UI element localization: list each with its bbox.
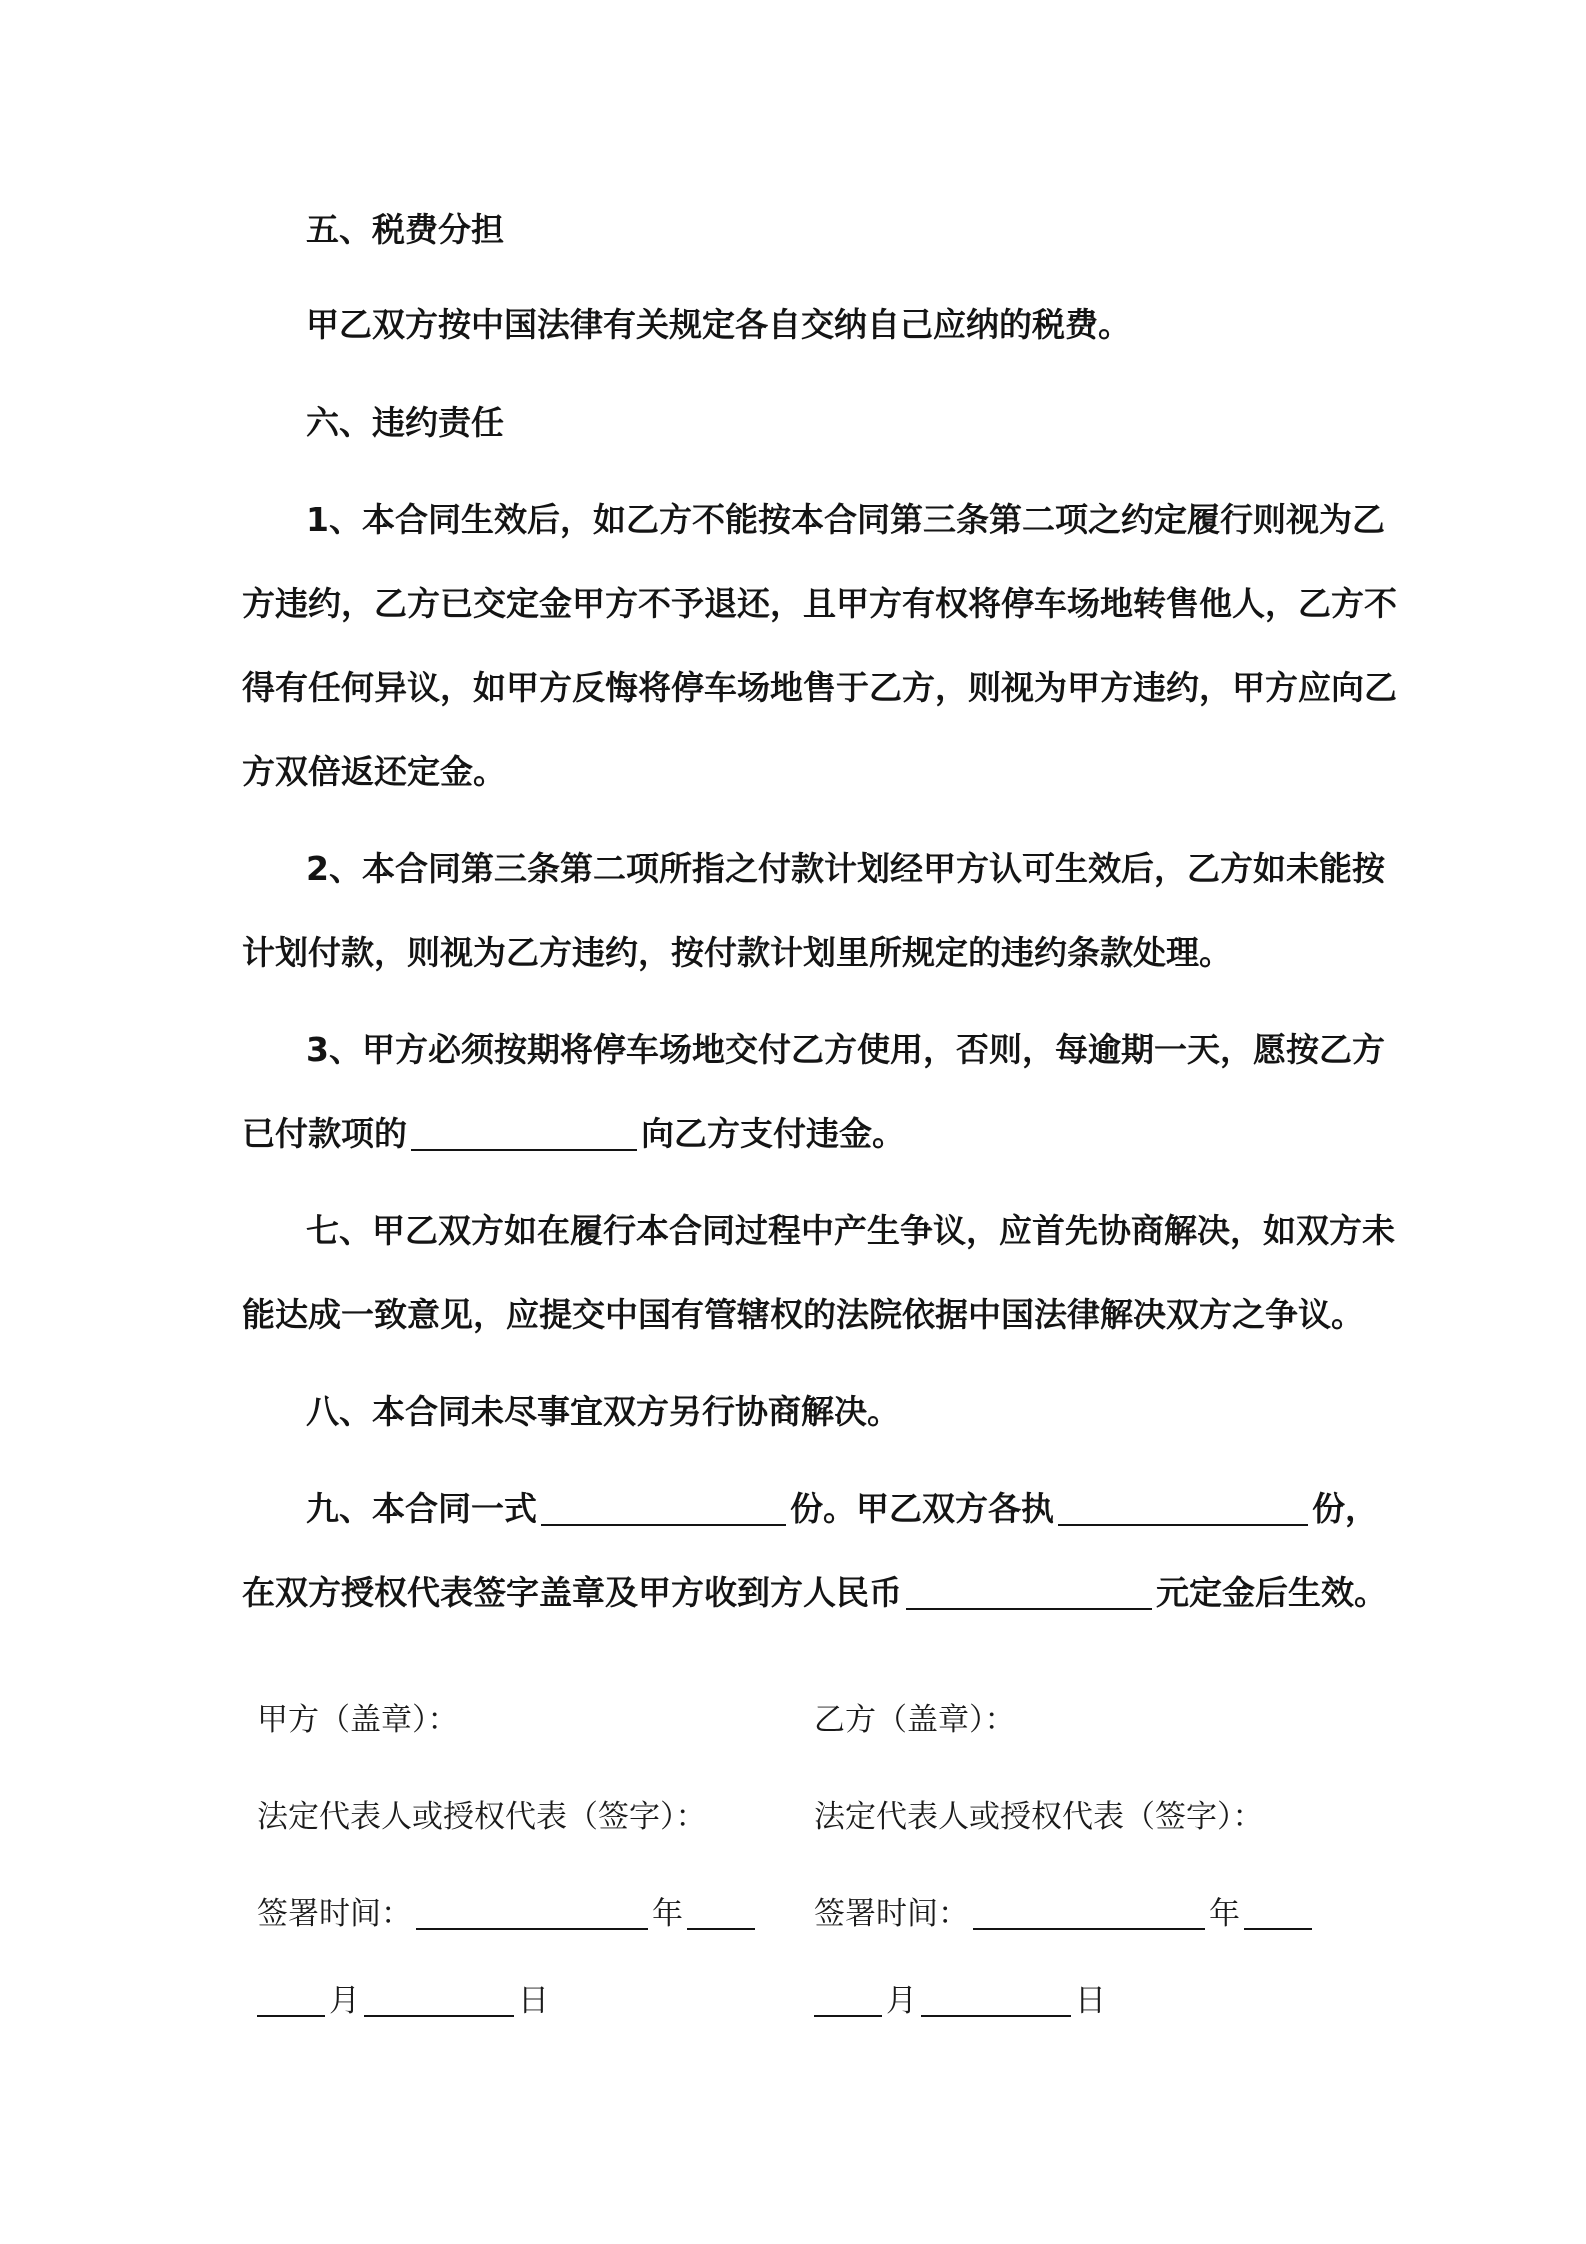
party-a-year-label: 年 [652,1896,683,1932]
party-b-time-label: 签署时间： [814,1896,969,1932]
section-7-line-2: 能达成一致意见，应提交中国有管辖权的法院依据中国法律解决双方之争议。 [242,1295,1364,1334]
section-9-line-2 [242,1573,1387,1613]
party-b-rep-label: 法定代表人或授权代表（签字）： [814,1799,1264,1835]
section-6-title: 六、违约责任 [306,403,504,442]
party-b-year-tail-blank[interactable] [1244,1898,1312,1930]
party-a-month-blank[interactable] [257,1985,325,2017]
party-a-month-label: 月 [329,1983,360,2019]
party-b-time-line [814,1894,1316,1934]
deposit-amount-blank[interactable] [906,1578,1152,1610]
clause-2-line-1: 2、本合同第三条第二项所指之付款计划经甲方认可生效后，乙方如未能按 [306,849,1385,888]
section-9-text-e: 元定金后生效。 [1156,1573,1387,1612]
party-b-year-label: 年 [1209,1896,1240,1932]
party-a-time-label: 签署时间： [257,1896,412,1932]
clause-3-line-2 [242,1114,905,1154]
party-b-month-label: 月 [886,1983,917,2019]
clause-3-line-1: 3、甲方必须按期将停车场地交付乙方使用，否则，每逾期一天，愿按乙方 [306,1030,1385,1069]
clause-1-line-3: 得有任何异议，如甲方反悔将停车场地售于乙方，则视为甲方违约，甲方应向乙 [242,668,1397,707]
section-7-line-1: 七、甲乙双方如在履行本合同过程中产生争议，应首先协商解决，如双方未 [306,1211,1395,1250]
party-a-year-blank[interactable] [416,1898,648,1930]
copies-each-blank[interactable] [1058,1494,1308,1526]
clause-1-line-2: 方违约，乙方已交定金甲方不予退还，且甲方有权将停车场地转售他人，乙方不 [242,584,1397,623]
party-b-date-line [814,1981,1106,2021]
clause-2-line-2: 计划付款，则视为乙方违约，按付款计划里所规定的违约条款处理。 [242,933,1232,972]
section-5-body: 甲乙双方按中国法律有关规定各自交纳自己应纳的税费。 [306,305,1131,344]
party-b-year-blank[interactable] [973,1898,1205,1930]
clause-3-text-b: 向乙方支付违金。 [641,1114,905,1153]
section-9-text-a: 九、本合同一式 [306,1489,537,1528]
clause-1-line-4: 方双倍返还定金。 [242,752,506,791]
clause-1-line-1: 1、本合同生效后，如乙方不能按本合同第三条第二项之约定履行则视为乙 [306,500,1385,539]
party-a-seal-label: 甲方（盖章）： [257,1702,459,1738]
party-a-day-blank[interactable] [364,1985,514,2017]
party-a-rep-label: 法定代表人或授权代表（签字）： [257,1799,707,1835]
penalty-rate-blank[interactable] [411,1119,637,1151]
copies-total-blank[interactable] [541,1494,786,1526]
party-b-day-label: 日 [1075,1983,1106,2019]
party-a-day-label: 日 [518,1983,549,2019]
party-b-month-blank[interactable] [814,1985,882,2017]
section-5-title: 五、税费分担 [306,210,504,249]
party-a-year-tail-blank[interactable] [687,1898,755,1930]
section-9-text-d: 在双方授权代表签字盖章及甲方收到方人民币 [242,1573,902,1612]
section-9-text-c: 份， [1312,1489,1378,1528]
section-8: 八、本合同未尽事宜双方另行协商解决。 [306,1392,900,1431]
party-a-date-line [257,1981,549,2021]
section-9-line-1 [306,1489,1378,1529]
section-9-text-b: 份。甲乙双方各执 [790,1489,1054,1528]
party-b-seal-label: 乙方（盖章）： [814,1702,1016,1738]
clause-3-text-a: 已付款项的 [242,1114,407,1153]
party-a-time-line [257,1894,759,1934]
party-b-day-blank[interactable] [921,1985,1071,2017]
